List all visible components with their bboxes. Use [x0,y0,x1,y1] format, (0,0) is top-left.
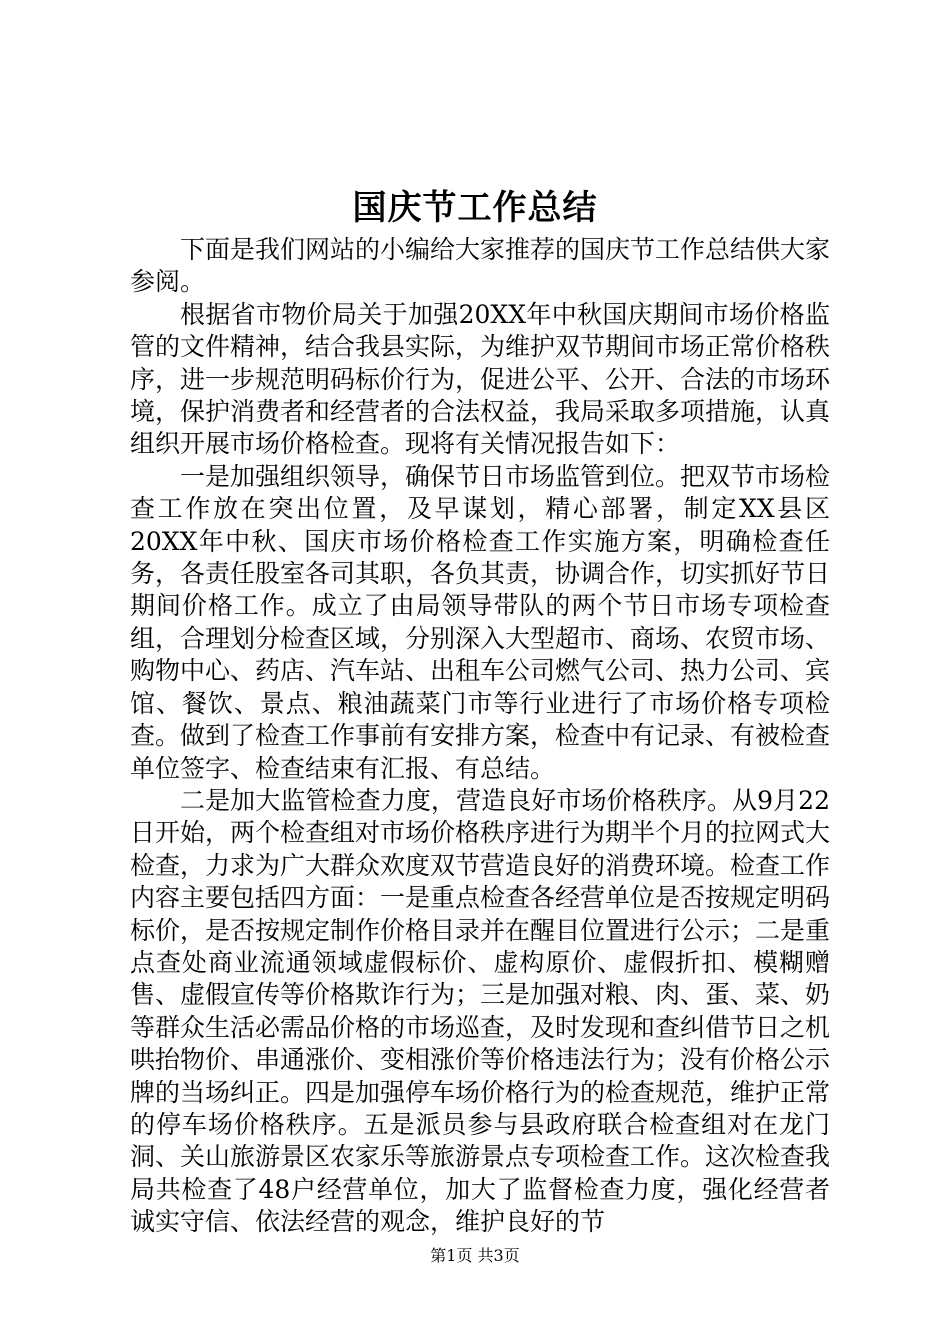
page-number-footer: 第1页 共3页 [430,1246,520,1265]
paragraph-intro: 下面是我们网站的小编给大家推荐的国庆节工作总结供大家参阅。 [130,235,831,297]
document-title: 国庆节工作总结 [352,188,598,228]
paragraph-point-two: 二是加大监管检查力度，营造良好市场价格秩序。从9月22日开始，两个检查组对市场价格秩序进行为期半个月的拉网式大检查，力求为广大群众欢度双节营造良好的消费环境。检查工作内容主要包括四方面：一是重点检查各经营单位是否按规定明码标价，是否按规定制作价格目录并在醒目位置进行公示；二是重点查处商业流通领域虚假标价、虚构原价、虚假折扣、模糊赠售、虚假宣传等价格欺诈行为；三是加强对粮、肉、蛋、菜、奶等群众生活必需品价格的市场巡查，及时发现和查纠借节日之机哄抬物价、串通涨价、变相涨价等价格违法行为；没有价格公示牌的当场纠正。四是加强停车场价格行为的检查规范，维护正常的停车场价格秩序。五是派员参与县政府联合检查组对在龙门洞、关山旅游景区农家乐等旅游景点专项检查工作。这次检查我局共检查了48户经营单位，加大了监督检查力度，强化经营者诚实守信、依法经营的观念，维护良好的节 [130,785,831,1237]
paragraph-background: 根据省市物价局关于加强20XX年中秋国庆期间市场价格监管的文件精神，结合我县实际，为维护双节期间市场正常价格秩序，进一步规范明码标价行为，促进公平、公开、合法的市场环境，保护消费者和经营者的合法权益，我局采取多项措施，认真组织开展市场价格检查。现将有关情况报告如下： [130,299,831,459]
document-body [130,234,830,1239]
paragraph-point-one: 一是加强组织领导，确保节日市场监管到位。把双节市场检查工作放在突出位置，及早谋划，精心部署，制定XX县区20XX年中秋、国庆市场价格检查工作实施方案，明确检查任务，各责任股室各司其职，各负其责，协调合作，切实抓好节日期间价格工作。成立了由局领导带队的两个节日市场专项检查组，合理划分检查区域，分别深入大型超市、商场、农贸市场、购物中心、药店、汽车站、出租车公司燃气公司、热力公司、宾馆、餐饮、景点、粮油蔬菜门市等行业进行了市场价格专项检查。做到了检查工作事前有安排方案，检查中有记录、有被检查单位签字、检查结束有汇报、有总结。 [130,461,831,783]
